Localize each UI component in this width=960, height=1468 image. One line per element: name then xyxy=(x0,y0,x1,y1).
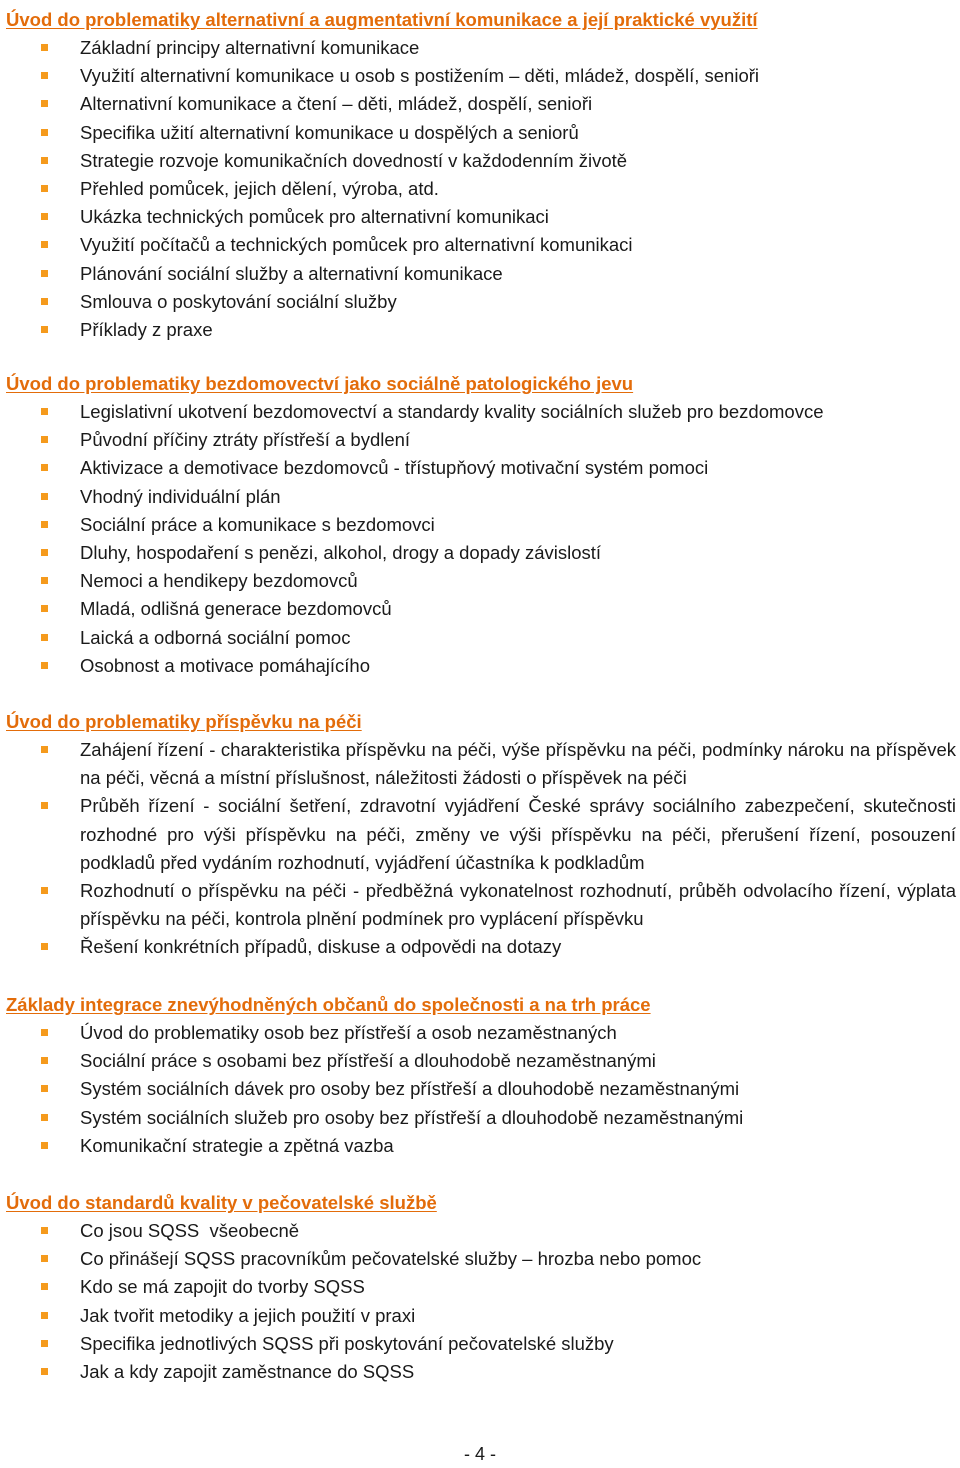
square-bullet-icon xyxy=(41,802,48,809)
square-bullet-icon xyxy=(41,129,48,136)
list-item-text: Původní příčiny ztráty přístřeší a bydlení xyxy=(80,429,411,451)
list-item-text: Komunikační strategie a zpětná vazba xyxy=(80,1134,394,1156)
square-bullet-icon xyxy=(41,1029,48,1036)
square-bullet-icon xyxy=(41,1340,48,1347)
page-number: - 4 - xyxy=(463,1444,496,1464)
list-item-text: Sociální práce s osobami bez přístřeší a dlouhodobě nezaměstnanými xyxy=(80,1050,656,1072)
square-bullet-icon xyxy=(41,326,48,333)
square-bullet-icon xyxy=(41,1114,48,1121)
section-title: Úvod do problematiky alternativní a augmentativní komunikace a její praktické využití xyxy=(6,9,758,30)
list-item-text: Kdo se má zapojit do tvorby SQSS xyxy=(80,1276,365,1298)
list-item-text: Přehled pomůcek, jejich dělení, výroba, atd. xyxy=(80,178,439,199)
list-item-text: Osobnost a motivace pomáhajícího xyxy=(80,654,370,676)
square-bullet-icon xyxy=(41,577,48,584)
square-bullet-icon xyxy=(41,549,48,556)
list-item-text: Jak a kdy zapojit zaměstnance do SQSS xyxy=(80,1361,415,1382)
square-bullet-icon xyxy=(41,213,48,220)
list-item-text: Vhodný individuální plán xyxy=(80,485,281,507)
square-bullet-icon xyxy=(41,1368,48,1375)
square-bullet-icon xyxy=(41,1255,48,1262)
list-item-text: Dluhy, hospodaření s penězi, alkohol, drogy a dopady závislostí xyxy=(80,542,602,563)
section-title: Základy integrace znevýhodněných občanů do společnosti a na trh práce xyxy=(6,994,651,1015)
square-bullet-icon xyxy=(41,408,48,415)
list-item-text: Specifika jednotlivých SQSS při poskytování pečovatelské služby xyxy=(80,1332,614,1354)
list-item-text: Řešení konkrétních případů, diskuse a odpovědi na dotazy xyxy=(80,936,562,958)
section-title: Úvod do standardů kvality v pečovatelské službě xyxy=(6,1192,437,1213)
list-item-text: Ukázka technických pomůcek pro alternativní komunikaci xyxy=(80,206,549,228)
list-item-text: Alternativní komunikace a čtení – děti, mládež, dospělí, senioři xyxy=(80,93,593,115)
square-bullet-icon xyxy=(41,1085,48,1092)
square-bullet-icon xyxy=(41,436,48,443)
square-bullet-icon xyxy=(41,662,48,669)
square-bullet-icon xyxy=(41,1142,48,1149)
square-bullet-icon xyxy=(41,493,48,500)
square-bullet-icon xyxy=(41,746,48,753)
list-item-text: Jak tvořit metodiky a jejich použití v praxi xyxy=(80,1304,416,1326)
list-item-text: Co jsou SQSS všeobecně xyxy=(80,1220,300,1241)
square-bullet-icon xyxy=(41,464,48,471)
list-item-text: Mladá, odlišná generace bezdomovců xyxy=(80,598,392,620)
square-bullet-icon xyxy=(41,157,48,164)
list-item-text: Legislativní ukotvení bezdomovectví a standardy kvality sociálních služeb pro bezdomovce xyxy=(80,401,824,422)
square-bullet-icon xyxy=(41,943,48,950)
square-bullet-icon xyxy=(41,241,48,248)
list-item-text: Laická a odborná sociální pomoc xyxy=(80,626,351,648)
square-bullet-icon xyxy=(41,521,48,528)
square-bullet-icon xyxy=(41,634,48,641)
list-item-text: Příklady z praxe xyxy=(80,319,213,340)
square-bullet-icon xyxy=(41,270,48,277)
square-bullet-icon xyxy=(41,1283,48,1290)
list-item-text: Zahájení řízení - charakteristika příspěvku na péči, výše příspěvku na péči, podmínky nároku na příspěvek na péči, věcná a místní příslušnost, náležitosti žádosti o příspěvek na péči xyxy=(80,739,956,789)
square-bullet-icon xyxy=(41,887,48,894)
section-title: Úvod do problematiky bezdomovectví jako sociálně patologického jevu xyxy=(6,373,634,394)
square-bullet-icon xyxy=(41,1312,48,1319)
list-item-text: Specifika užití alternativní komunikace u dospělých a seniorů xyxy=(80,121,579,143)
list-item-text: Systém sociálních služeb pro osoby bez přístřeší a dlouhodobě nezaměstnanými xyxy=(80,1106,744,1128)
square-bullet-icon xyxy=(41,100,48,107)
list-item-text: Využití alternativní komunikace u osob s postižením – děti, mládež, dospělí, senioři xyxy=(80,65,760,87)
square-bullet-icon xyxy=(41,185,48,192)
list-item-text: Systém sociálních dávek pro osoby bez přístřeší a dlouhodobě nezaměstnanými xyxy=(80,1078,740,1100)
list-item-text: Úvod do problematiky osob bez přístřeší a osob nezaměstnaných xyxy=(80,1022,617,1043)
square-bullet-icon xyxy=(41,605,48,612)
list-item-text: Sociální práce a komunikace s bezdomovci xyxy=(80,513,435,535)
list-item-text: Strategie rozvoje komunikačních dovedností v každodenním životě xyxy=(80,149,628,171)
list-item-text: Průběh řízení - sociální šetření, zdravotní vyjádření České správy sociálního zabezpečení, skutečnosti rozhodné pro výši příspěvku na péči, změny ve výši příspěvku na péči, přerušení řízení, posouzení podkladů před vydáním rozhodnutí, vyjádření účastníka k podkladům xyxy=(80,795,956,873)
list-item-text: Plánování sociální služby a alternativní komunikace xyxy=(80,262,503,284)
square-bullet-icon xyxy=(41,72,48,79)
square-bullet-icon xyxy=(41,1227,48,1234)
section-title: Úvod do problematiky příspěvku na péči xyxy=(6,711,362,732)
list-item-text: Co přinášejí SQSS pracovníkům pečovatelské služby – hrozba nebo pomoc xyxy=(80,1248,702,1270)
square-bullet-icon xyxy=(41,44,48,51)
square-bullet-icon xyxy=(41,298,48,305)
square-bullet-icon xyxy=(41,1057,48,1064)
list-item-text: Využití počítačů a technických pomůcek pro alternativní komunikaci xyxy=(80,234,633,256)
list-item-text: Nemoci a hendikepy bezdomovců xyxy=(80,570,358,592)
list-item-text: Rozhodnutí o příspěvku na péči - předběžná vykonatelnost rozhodnutí, průběh odvolacího řízení, výplata příspěvku na péči, kontrola plnění podmínek pro vyplácení příspěvku xyxy=(80,880,956,930)
list-item-text: Smlouva o poskytování sociální služby xyxy=(80,290,397,312)
list-item-text: Aktivizace a demotivace bezdomovců - třístupňový motivační systém pomoci xyxy=(80,457,709,479)
list-item-text: Základní principy alternativní komunikace xyxy=(80,37,420,58)
